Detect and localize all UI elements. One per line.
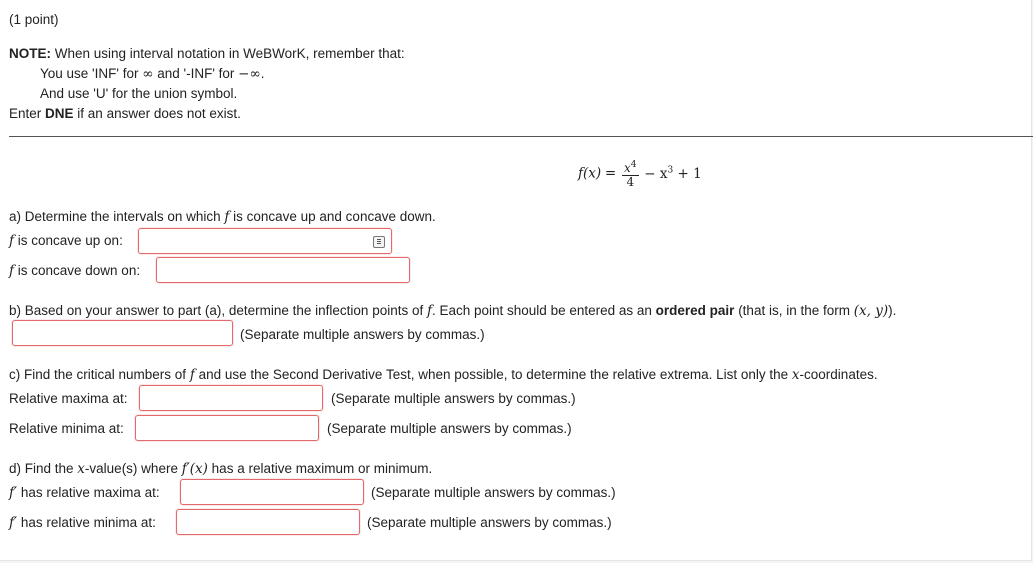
neg-infinity-symbol: −∞	[238, 66, 261, 82]
part-b-prompt: b) Based on your answer to part (a), determine the inflection points of f. Each point should be entered as an ordered pair (that is, in the form (x, y)).	[9, 303, 897, 319]
part-c-prompt: c) Find the critical numbers of f and use the Second Derivative Test, when possible, to determine the relative extrema. List only the x-coordinates.	[9, 367, 878, 383]
part-c-max-hint: (Separate multiple answers by commas.)	[331, 391, 576, 406]
note-dne-post: if an answer does not exist.	[73, 106, 241, 121]
concave-up-label: f is concave up on:	[9, 233, 123, 249]
part-d-min-hint: (Separate multiple answers by commas.)	[367, 515, 612, 530]
note-inf-mid: and '-INF' for	[153, 66, 239, 81]
note-label: NOTE:	[9, 46, 51, 61]
function-definition	[578, 152, 702, 188]
concave-up-input[interactable]	[138, 228, 392, 254]
equation-editor-icon[interactable]	[373, 236, 385, 248]
relative-maxima-input[interactable]	[139, 385, 323, 411]
relative-maxima-label: Relative maxima at:	[9, 391, 128, 406]
note-inf-pre: You use 'INF' for	[40, 66, 143, 81]
fprime-maxima-input[interactable]	[180, 479, 364, 505]
part-d-max-hint: (Separate multiple answers by commas.)	[371, 485, 616, 500]
inflection-points-input[interactable]	[12, 320, 233, 346]
part-c-min-hint: (Separate multiple answers by commas.)	[327, 421, 572, 436]
relative-minima-label: Relative minima at:	[9, 421, 124, 436]
divider	[9, 136, 1033, 137]
part-b-hint: (Separate multiple answers by commas.)	[240, 327, 485, 342]
note-dne-pre: Enter	[9, 106, 46, 121]
concave-down-input[interactable]	[156, 257, 410, 283]
concave-down-label: f is concave down on:	[9, 263, 141, 279]
relative-minima-input[interactable]	[135, 415, 319, 441]
note-dne-bold: DNE	[45, 106, 74, 121]
function-rest: − $x^3 + 1$	[644, 165, 702, 182]
note-inf-line	[40, 66, 264, 82]
note-line	[9, 46, 405, 61]
fprime-minima-label: f′ has relative minima at:	[9, 515, 156, 531]
fraction-denominator: 4	[622, 175, 639, 189]
function-lhs: f(x)	[578, 165, 602, 182]
note-union-line: And use 'U' for the union symbol.	[40, 86, 238, 101]
fraction-numerator: $x^4$	[624, 159, 637, 175]
note-intro: When using interval notation in WeBWorK, remember that:	[51, 46, 405, 61]
function-eq: =	[604, 165, 617, 182]
note-inf-end: .	[260, 66, 265, 81]
function-fraction	[622, 159, 639, 189]
part-d-prompt: d) Find the x-value(s) where f′(x) has a relative maximum or minimum.	[9, 461, 433, 477]
part-a-prompt: a) Determine the intervals on which f is concave up and concave down.	[9, 209, 436, 225]
fprime-minima-input[interactable]	[176, 509, 360, 535]
infinity-symbol: ∞	[142, 66, 154, 82]
note-dne-line	[9, 106, 241, 121]
points-label: (1 point)	[9, 12, 59, 27]
fprime-maxima-label: f′ has relative maxima at:	[9, 485, 160, 501]
